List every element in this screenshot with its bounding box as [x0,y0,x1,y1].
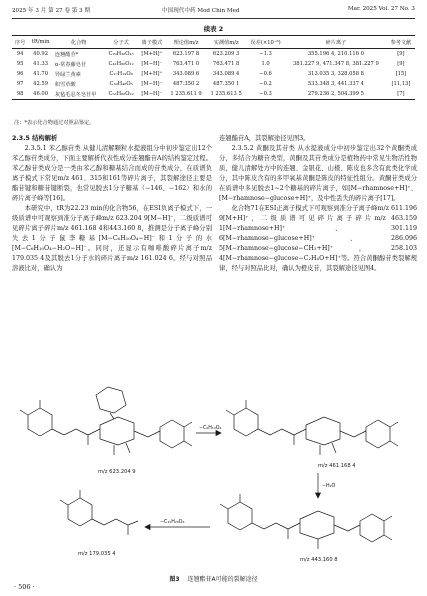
paragraph-flavonoids: 2.3.5.2 黄酮及其苷类 从水提液成分中初步鉴定出32个黄酮类成分，多结合为糖苷类型，黄酮及其苷类成分是植物药中常见生物活性物质，健儿清解处方中的连翘、金银花、山楂、陈皮也多含有此类化学成分，其中陈皮含有的多甲氧基黄酮是陈皮的特征性组分。黄酮苷类成分在质谱中多见脱去1~2个糖基的碎片离子，如[M−rhamnose+H]⁺、[M−rhamnose−glucose+H]⁺，及中性丢失的碎片离子[17]。 [219,145,417,202]
table-header-cell: 序号 [12,36,28,49]
table-cell: 41.70 [33,71,49,77]
compound-table [12,35,415,100]
arrow-loss1 [196,431,221,436]
page-number: · 506 · [14,583,35,591]
left-column [12,134,212,274]
table-cell: 连翘酯苷* [54,51,79,58]
header-rule [12,18,415,19]
arrow-loss2 [316,473,321,498]
table-cell: 97 [16,81,24,87]
table-cell: 42.59 [33,81,49,87]
table-cell: [15] [395,71,407,77]
loss-label-3: −C₁₅H₂₀O₆ [160,520,185,525]
table-cell: 40.92 [33,51,49,57]
table-cell: 355.196 4, 210.116 0 [307,51,364,57]
table-header-cell: 离子模式 [138,36,166,49]
table-header-cell: 实测值m/z [206,36,246,49]
caption-text: 连翘酯苷A可能的裂解途径 [187,576,258,583]
caption-number: 图3 [169,576,180,583]
table-cell: 98 [12,89,28,100]
table-cell: 1 235.613 5 [206,89,246,100]
table-cell: 343.089 6 [172,71,200,77]
table-cell: α-常春藤皂苷 [54,61,87,68]
table-row [12,69,415,79]
structure-179 [60,490,138,535]
table-cell: −0.2 [259,81,272,87]
arrow-loss3 [145,525,210,530]
table-cell: 487.350 1 [212,81,240,87]
table-cell: 96 [16,71,24,77]
structure-443 [220,494,392,549]
table-cell: C₃₀H₄₈O₅ [109,81,133,87]
figure-caption [0,574,427,583]
header-issue-en: Mar. 2025 Vol. 27 No. 3 [347,6,415,12]
table-cell: [M−H]⁻ [141,61,163,67]
header-issue: 2025 年 3 月 第 27 卷 第 3 期 [12,8,91,14]
table-row [12,89,415,100]
table-cell: [M+H]⁺ [141,51,163,57]
table-cell: C₂₉H₃₆O₁₅ [108,51,134,57]
table-cell: 763.471 0 [172,61,200,67]
table-row [12,79,415,89]
mz-label-4: m/z 179.035 4 [78,551,116,557]
table-header-cell: 分子式 [105,36,138,49]
table-cell: −1.3 [259,51,272,57]
table-header-cell: 误差(×10⁻⁶) [246,36,285,49]
table-cell: 763.471 8 [212,61,240,67]
table-cell: 灰毡毛忍冬皂苷甲 [53,89,105,100]
table-title: 续表 2 [203,25,224,33]
paragraph-continuation: 连翘酯苷A，其裂解途径见图3。 [219,135,310,142]
table-cell: 487.350 2 [172,81,200,87]
section-heading: 2.3.5 结构解析 [12,135,58,142]
table-cell: 381.227 9, 471.347 8, 381.227 9 [293,61,379,67]
fragmentation-figure [0,355,427,575]
table-cell: 623.197 8 [172,51,200,57]
table-cell: 623.209 3 [212,51,240,57]
table-cell: [11,13] [391,81,411,87]
table-header-row [12,36,415,49]
loss-label-2: −H₂O [322,484,336,489]
table-cell: 343.089 4 [212,71,240,77]
mz-label-2: m/z 461.168 4 [318,463,356,469]
mz-label-3: m/z 443.160 8 [300,557,338,563]
table-header-cell: 碎片离子 [285,36,387,49]
table-cell: 279.236 2, 504.399 5 [285,89,387,100]
table-body [12,49,415,100]
table-cell: [9] [397,61,405,67]
table-cell: [M+H]⁺ [141,71,163,77]
loss-label-1: −C₆H₁₀O₄ [199,426,222,431]
table-cell: 1.0 [261,61,270,67]
table-cell: 异绿兰黄素 [54,71,81,78]
table-header-cell: tR/min [28,36,53,49]
table-cell: [9] [397,51,405,57]
table-cell: 1 235.611 9 [166,89,206,100]
table-header-cell: 理论值m/z [166,36,206,49]
table-row [12,49,415,60]
table-cell: [M−H]⁻ [138,89,166,100]
table-cell: [7] [387,89,415,100]
paragraph-phenylethanoid: 2.3.5.1 苯乙醇苷类 从健儿清解颗粒水提液组分中初步鉴定出12个苯乙醇苷类成分，下面主要解析代表性成分连翘酯苷A的结构鉴定过程。苯乙醇苷类成分是一类由苯乙醇和糖基结合而成的苷类成分，在质谱负离子模式下常见m/z 461、315和161等碎片离子，其裂解途径主要是酯苷键和糖苷键断裂，也常见脱去1分子糖基（−146、−162）和水的碎片离子峰等[16]。 [12,145,212,202]
table-cell: C₅₃H₈₆O₂₂ [105,89,138,100]
paragraph-compound56: 本研究中，tR为22.23 min的化合物56，在ESI负离子模式下，一级质谱中可观察到准分子离子峰m/z 623.204 9[M−H]⁻，二级质谱可见碎片离子碎片m/z 461.168 4和443.160 8，推测是分子离子峰分别失去1分子鼠李糖基[M−C₆H₁₀O₄−H]⁻和1分子的水[M−C₆H₁₀O₄−H₂O−H]⁻。同时，还显示有咖啡酸碎片离子m/z 179.035 4及其脱去1分子水的碎片离子m/z 161.024 6。经与对照品溶液比对，确认为 [12,205,212,272]
table-header-cell: 化合物 [53,36,105,49]
table-cell: C₄₁H₆₆O₁₂ [108,61,134,67]
table-cell: −0.6 [259,71,272,77]
table-cell: 积雪草酸 [54,81,76,88]
table-header-cell: 参考文献 [387,36,415,49]
table-cell: 94 [16,51,24,57]
mz-label-1: m/z 623.204 9 [98,469,136,475]
table-cell: [M−H]⁻ [141,81,163,87]
structure-623 [20,387,192,455]
table-cell: 313.035 3, 328.058 8 [307,71,364,77]
paragraph-compound71: 化合物71在ESI正离子模式下可观察到准分子离子峰m/z 611.196 9[M+H]⁺，二级质谱可见碎片离子碎片m/z 463.159 1[M−rhamnose+H]⁺、301.119 6[M−rhamnose−glucose+H]⁺、286.096 5[M−rhamnose−glucose−CH₃+H]⁺，258.103 4[M−rhamnose−glucose−C₂H₄O+H]⁺等。符合黄酮醇苷类裂解规律，经与对照品比对，确认为橙皮苷，其裂解途径见图4。 [219,205,417,272]
table-note: 注：*表示化合物通过对照品鉴定。 [14,120,95,126]
structure-461 [226,400,398,455]
right-column [219,134,417,274]
table-cell: 533.348 3, 441.337 4 [307,81,364,87]
table-cell: C₁₇H₁₄O₈ [109,71,133,77]
table-cell: 46.00 [28,89,53,100]
table-cell: −0.3 [246,89,285,100]
table-cell: 95 [16,61,24,67]
running-header [12,6,415,16]
table-cell: 41.33 [33,61,49,67]
header-journal: 中国现代中药 Mod Chin Med [162,8,240,14]
table-row [12,59,415,69]
